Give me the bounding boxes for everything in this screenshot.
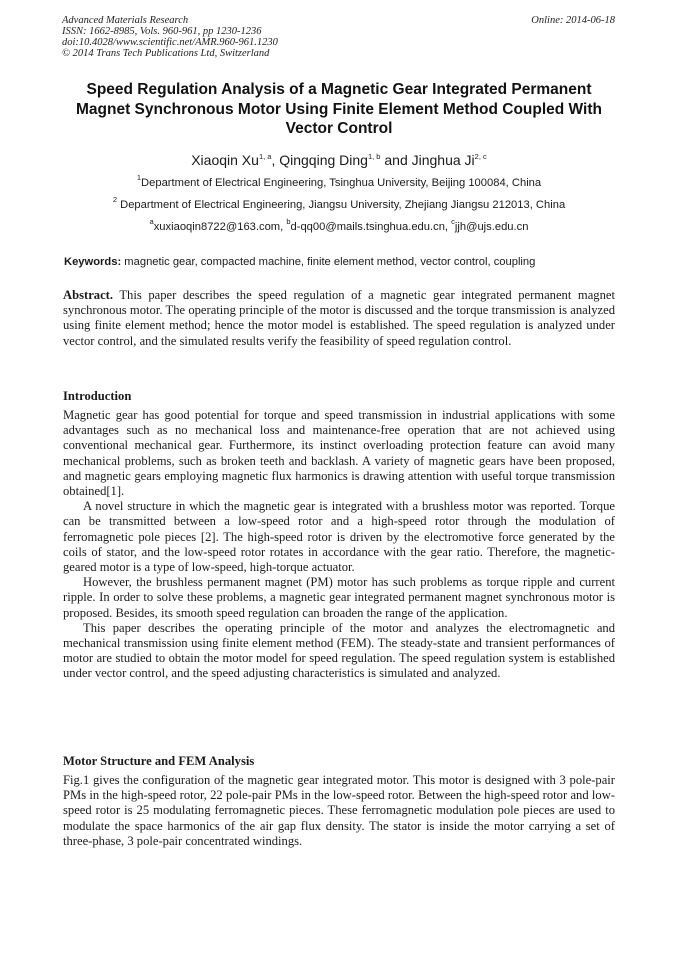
affiliation-mark: 2 <box>112 195 117 204</box>
affiliation-text: Department of Electrical Engineering, Jiangsu University, Zhejiang Jiangsu 212013, China <box>117 199 566 211</box>
keywords-text: magnetic gear, compacted machine, finite element method, vector control, coupling <box>121 256 536 268</box>
author-name: Qingqing Ding <box>279 152 368 168</box>
journal-header <box>62 15 278 59</box>
author-affiliation-mark: 1, b <box>367 152 381 161</box>
motor-structure-body <box>63 773 615 849</box>
author-name: Xiaoqin Xu <box>191 152 259 168</box>
paragraph: Fig.1 gives the configuration of the magnetic gear integrated motor. This motor is designed with 3 pole-pair PMs in the high-speed rotor, 22 pole-pair PMs in the low-speed rotor. Between the high-speed rotor and low-speed rotor is 25 modulating ferromagnetic pieces. These ferromagnetic modulation pole pieces are used to modulate the space harmonics of the air gap flux density. The stator is inside the motor carrying a set of three-phase, 3 pole-pair concentrated windings. <box>63 773 615 848</box>
copyright-line: © 2014 Trans Tech Publications Ltd, Switzerland <box>62 48 270 59</box>
author-separator: and <box>380 152 412 168</box>
paragraph: A novel structure in which the magnetic gear is integrated with a brushless motor was reported. Torque can be transmitted between a low-speed rotor and a high-speed rotor through the modulation of ferromagnetic pole pieces [2]. The high-speed rotor is driven by the electromotive force generated by the coils of stator, and the low-speed rotor rotates in accordance with the gear ratio. Therefore, the magnetic-geared motor is a type of low-speed, high-torque actuator. <box>63 499 615 575</box>
paragraph: This paper describes the operating principle of the motor and analyzes the electromagnetic and mechanical transmission using finite element method (FEM). The steady-state and transient performances of motor are studied to obtain the motor model for speed regulation. The speed regulation system is established under vector control, and the speed adjusting characteristics is simulated and analyzed. <box>63 620 615 681</box>
paragraph: Magnetic gear has good potential for torque and speed transmission in industrial applications with some advantages such as no mechanical loss and maintenance-free operation that are not achieved using conventional mechanical gear. Furthermore, its instinct overloading protection feature can avoid many mechanical problems, such as broken teeth and backlash. A variety of magnetic gears have been proposed, and magnetic gears employing magnetic flux harmonics is drawing attention with useful torque transmission obtained[1]. <box>63 408 615 499</box>
email-mark: a <box>149 217 154 226</box>
section-heading-motor-structure: Motor Structure and FEM Analysis <box>63 754 255 768</box>
keywords-label: Keywords: <box>64 256 122 268</box>
issn-line: ISSN: 1662-8985, Vols. 960-961, pp 1230-1236 <box>62 26 262 37</box>
keywords-line <box>64 255 616 269</box>
abstract <box>63 288 615 349</box>
paragraph: However, the brushless permanent magnet (PM) motor has such problems as torque ripple and current ripple. In order to solve these problems, a magnetic gear integrated permanent magnet synchronous motor is proposed. Besides, its smooth speed regulation can broaden the range of the application. <box>63 575 615 620</box>
affiliation-text: Department of Electrical Engineering, Tsinghua University, Beijing 100084, China <box>141 177 542 189</box>
paper-title: Speed Regulation Analysis of a Magnetic Gear Integrated Permanent Magnet Synchronous Motor Using Finite Element Method Coupled With Vector Control <box>76 81 602 137</box>
abstract-label: Abstract. <box>63 288 114 302</box>
affiliation <box>62 195 616 212</box>
author-affiliation-mark: 2, c <box>474 152 487 161</box>
online-date: Online: 2014-06-18 <box>531 15 615 26</box>
abstract-text: This paper describes the speed regulation of a magnetic gear integrated permanent magnet synchronous motor. The operating principle of the motor is discussed and the torque transmission is analyzed using finite element method; hence the motor model is established. The speed regulation is analyzed under vector control, and the simulated results verify the feasibility of speed regulation control. <box>63 288 615 348</box>
author-list <box>62 151 616 169</box>
email-mark: b <box>286 217 291 226</box>
section-heading-introduction: Introduction <box>63 389 132 403</box>
email-address[interactable]: jjh@ujs.edu.cn <box>454 221 529 233</box>
author-separator: , <box>271 152 280 168</box>
email-address[interactable]: xuxiaoqin8722@163.com, <box>153 221 287 233</box>
author-affiliation-mark: 1, a <box>258 152 272 161</box>
affiliation <box>62 173 616 190</box>
email-mark: c <box>451 217 455 226</box>
author-name: Jinghua Ji <box>411 152 475 168</box>
email-address[interactable]: d-qq00@mails.tsinghua.edu.cn, <box>290 221 452 233</box>
introduction-body <box>63 408 615 682</box>
author-emails <box>62 217 616 234</box>
affiliation-mark: 1 <box>136 173 142 182</box>
doi-line: doi:10.4028/www.scientific.net/AMR.960-961.1230 <box>62 37 278 48</box>
journal-name: Advanced Materials Research <box>62 15 189 26</box>
